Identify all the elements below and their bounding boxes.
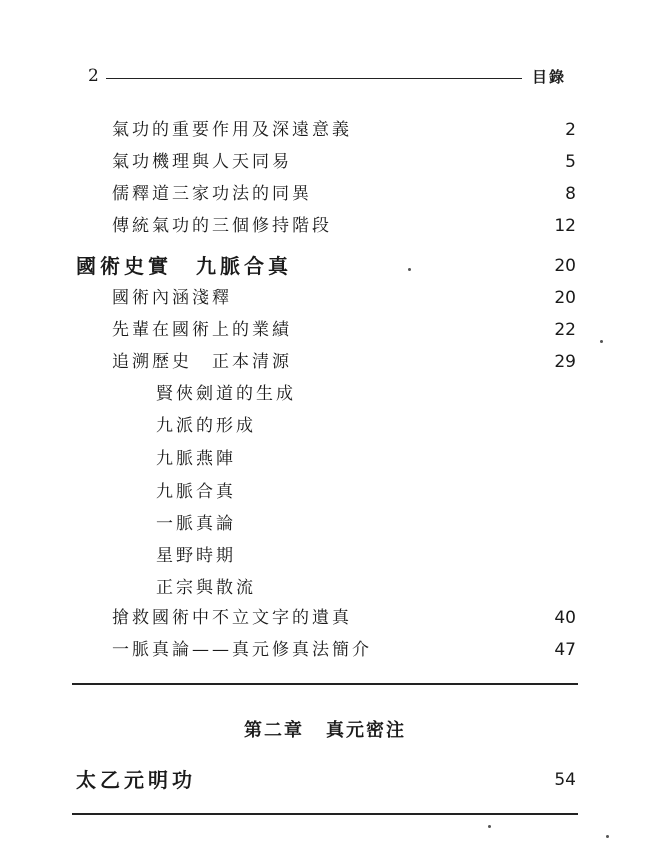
toc-subentry-title: 星野時期	[156, 546, 236, 566]
toc-entry-title: 氣功的重要作用及深遠意義	[112, 120, 352, 140]
toc-entry-page: 20	[554, 288, 576, 308]
toc-subentry[interactable]	[156, 414, 356, 438]
toc-subentry-title: 一脈真論	[156, 514, 236, 534]
toc-section-title: 國術史實 九脈合真	[76, 254, 292, 278]
section-divider	[72, 813, 578, 815]
toc-entry[interactable]	[112, 150, 576, 174]
scan-speck	[606, 835, 609, 838]
toc-entry-title: 搶救國術中不立文字的遺真	[112, 608, 352, 628]
chapter-heading[interactable]	[0, 716, 650, 742]
section-divider	[72, 683, 578, 685]
toc-subentry[interactable]	[156, 480, 356, 504]
toc-entry-title: 一脈真論——真元修真法簡介	[112, 640, 372, 660]
chapter-number: 第二章	[244, 720, 304, 741]
toc-subentry[interactable]	[156, 576, 356, 600]
toc-subentry-title: 賢俠劍道的生成	[156, 384, 296, 404]
toc-entry[interactable]	[112, 182, 576, 206]
toc-entry-title: 氣功機理與人天同易	[112, 152, 292, 172]
toc-subentry-title: 九脈燕陣	[156, 449, 236, 469]
toc-subentry-title: 九派的形成	[156, 416, 256, 436]
toc-entry[interactable]	[112, 286, 576, 310]
page-number: 2	[88, 66, 99, 86]
toc-entry[interactable]	[112, 214, 576, 238]
chapter-title: 真元密注	[326, 720, 406, 741]
header-rule	[106, 78, 522, 79]
toc-entry[interactable]	[112, 118, 576, 142]
scan-speck	[408, 268, 411, 271]
toc-section[interactable]	[76, 766, 576, 794]
toc-entry-title: 先輩在國術上的業績	[112, 320, 292, 340]
toc-entry-title: 追溯歷史 正本清源	[112, 352, 292, 372]
toc-entry-page: 47	[554, 640, 576, 660]
toc-subentry[interactable]	[156, 447, 356, 471]
toc-entry[interactable]	[112, 350, 576, 374]
toc-subentry[interactable]	[156, 512, 356, 536]
toc-entry-page: 5	[565, 152, 576, 172]
toc-section-page: 20	[554, 256, 576, 276]
scan-speck	[600, 340, 603, 343]
toc-section[interactable]	[76, 252, 576, 280]
toc-entry-page: 40	[554, 608, 576, 628]
toc-entry-title: 儒釋道三家功法的同異	[112, 184, 312, 204]
page-header	[88, 66, 566, 96]
scan-speck	[488, 825, 491, 828]
toc-entry-title: 國術內涵淺釋	[112, 288, 232, 308]
toc-subentry-title: 正宗與散流	[156, 578, 256, 598]
toc-entry-page: 8	[565, 184, 576, 204]
toc-entry[interactable]	[112, 606, 576, 630]
toc-section-title: 太乙元明功	[76, 768, 196, 792]
toc-subentry-title: 九脈合真	[156, 482, 236, 502]
toc-entry[interactable]	[112, 318, 576, 342]
toc-subentry[interactable]	[156, 382, 356, 406]
toc-subentry[interactable]	[156, 544, 356, 568]
toc-entry-page: 29	[554, 352, 576, 372]
toc-entry-title: 傳統氣功的三個修持階段	[112, 216, 332, 236]
toc-entry-page: 22	[554, 320, 576, 340]
toc-entry[interactable]	[112, 638, 576, 662]
toc-section-page: 54	[554, 770, 576, 790]
header-title: 目錄	[531, 68, 566, 86]
toc-entry-page: 2	[565, 120, 576, 140]
toc-entry-page: 12	[554, 216, 576, 236]
